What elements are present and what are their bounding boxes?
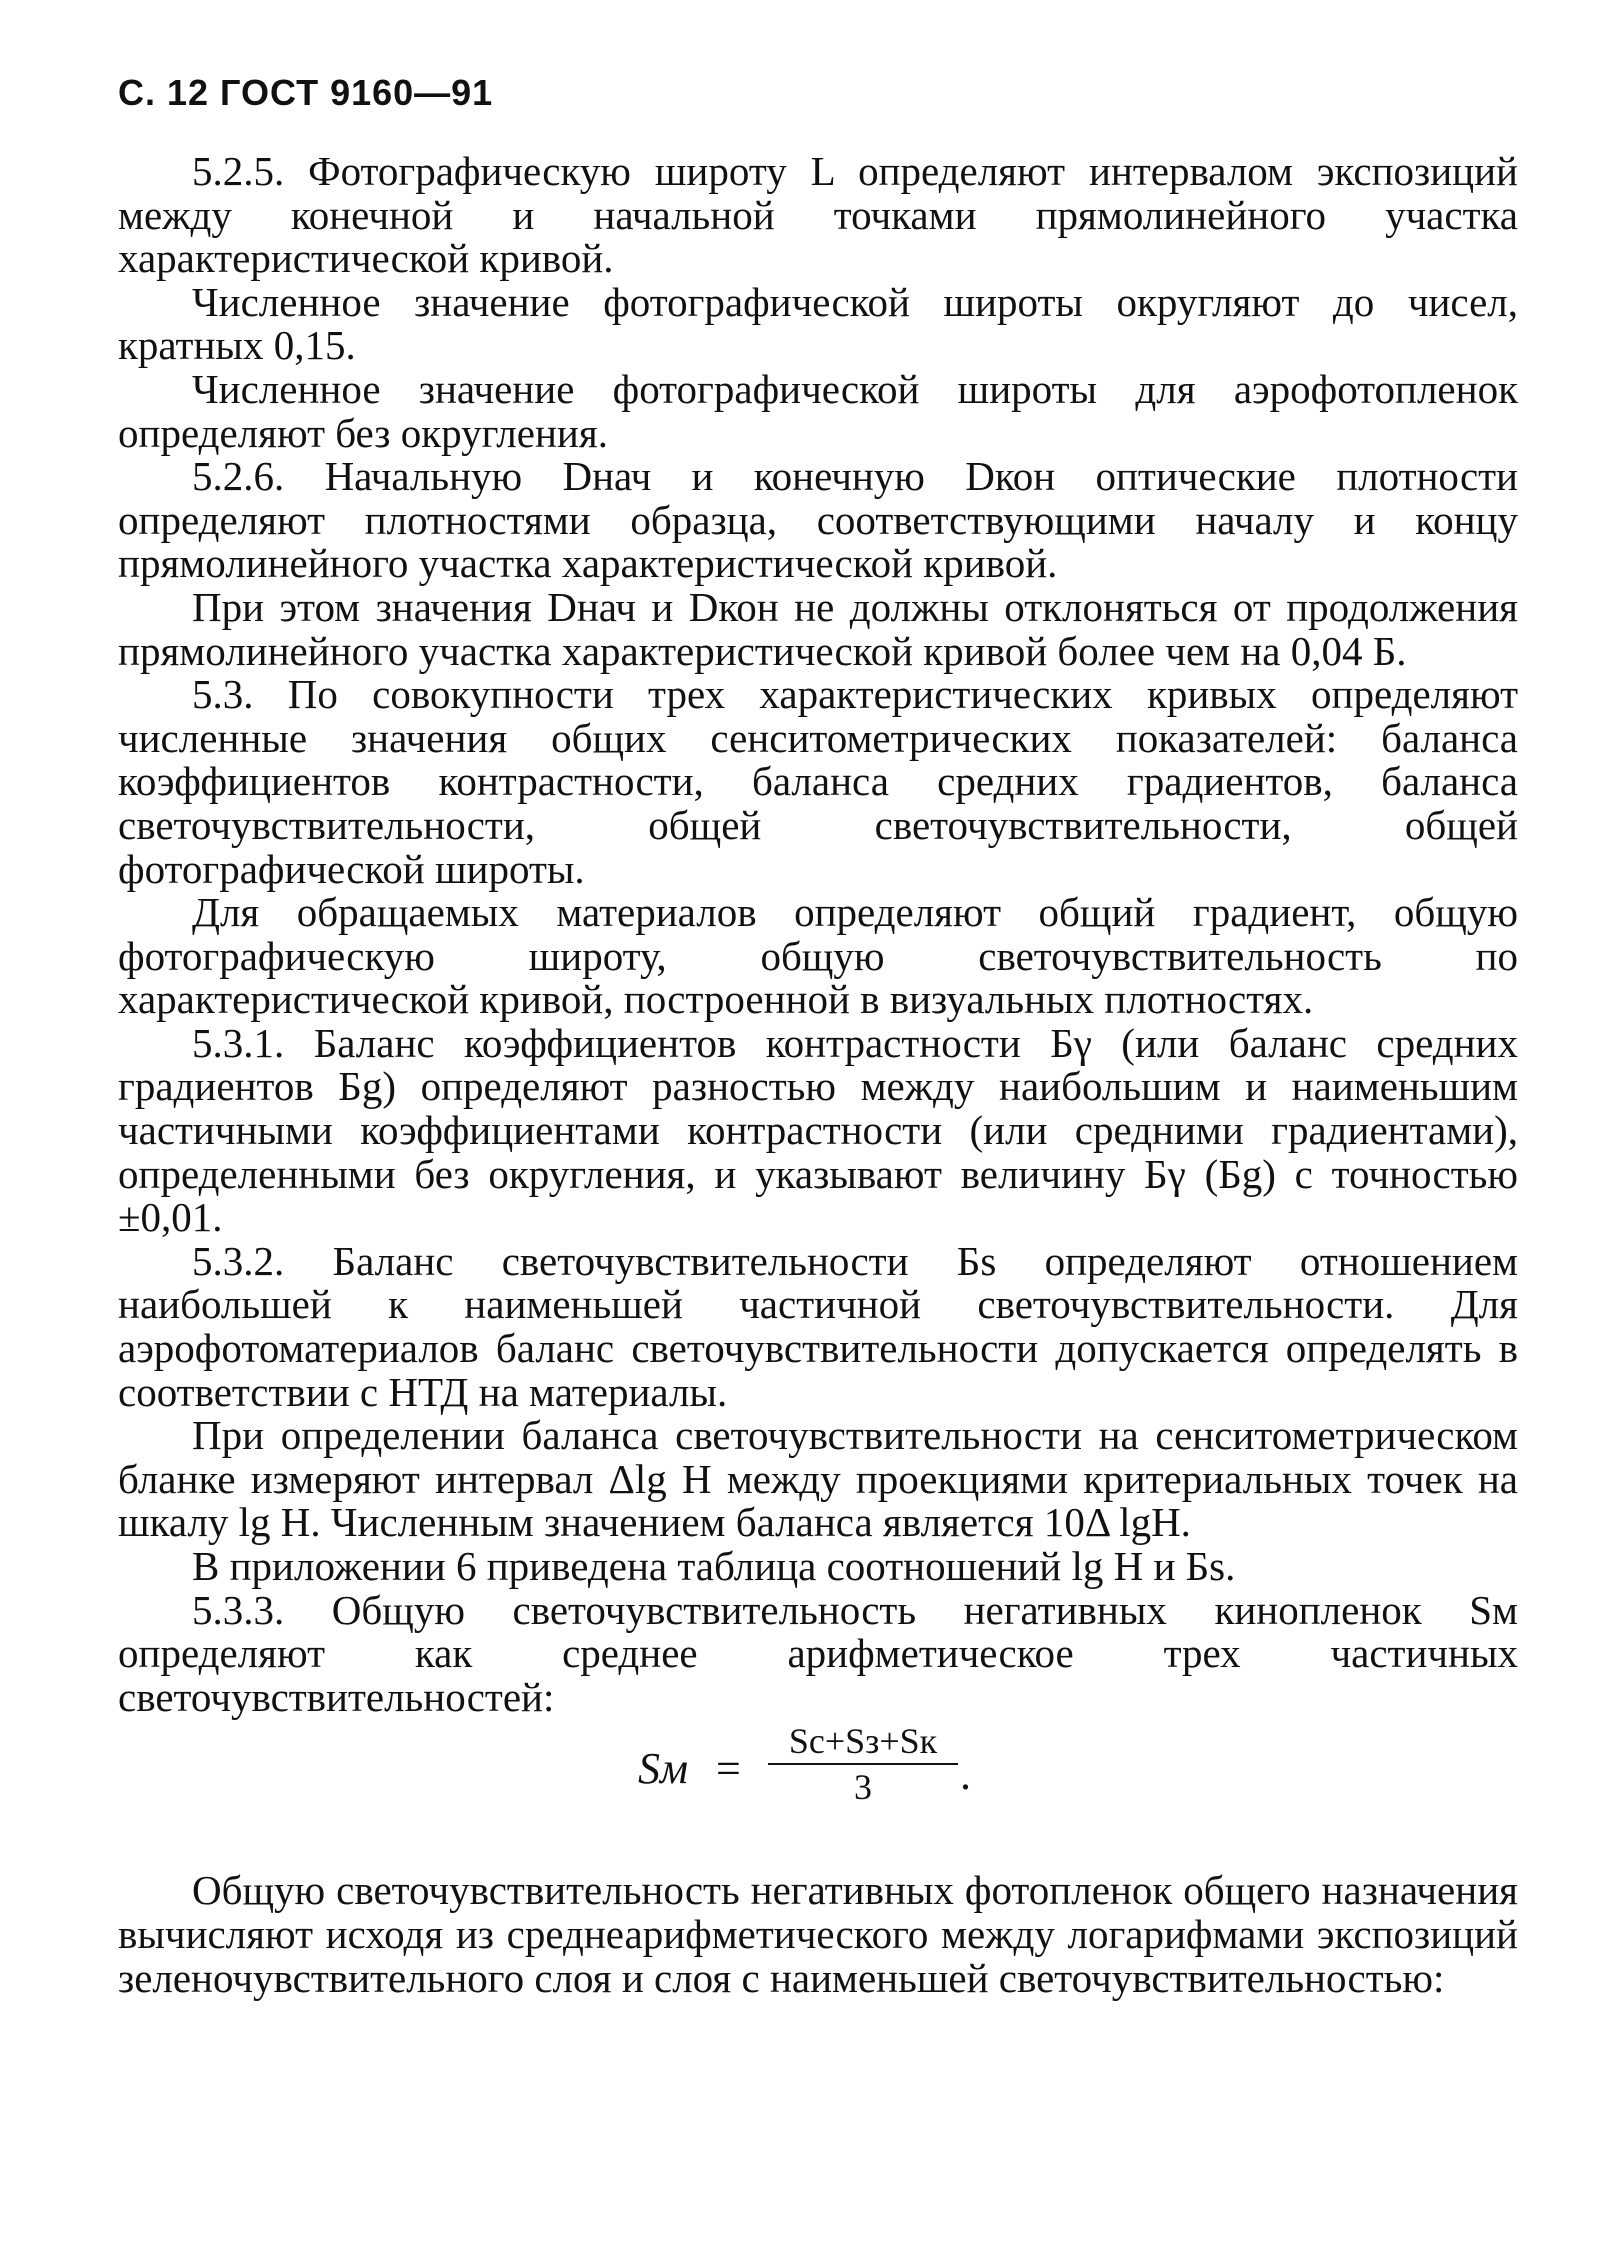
paragraph-closing: Общую светочувствительность негативных фотопленок общего назначения вычисляют исходя из среднеарифметического между логарифмами экспозиций зеленочувствительного слоя и слоя с наименьшей светочувствительностью: — [118, 1867, 1518, 2001]
paragraph-deviation: При этом значения Dнач и Dкон не должны отклоняться от продолжения прямолинейного участка характеристической кривой более чем на 0,04 Б. — [118, 583, 1518, 674]
document-body — [118, 150, 1518, 2000]
formula-fraction — [768, 1719, 958, 1809]
paragraph-reversal-materials: Для обращаемых материалов определяют общий градиент, общую фотографическую широту, общую светочувствительность по характеристической кривой, построенной в визуальных плотностях. — [118, 889, 1518, 1023]
paragraph-aerial-films: Численное значение фотографической широты для аэрофотопленок определяют без округления. — [118, 365, 1518, 456]
page-header: С. 12 ГОСТ 9160—91 — [118, 72, 494, 113]
paragraph-balance-measurement: При определении баланса светочувствительности на сенситометрическом бланке измеряют интервал Δlg H между проекциями критериальных точек на шкалу lg H. Численным значением баланса является 10Δ lgH. — [118, 1412, 1518, 1546]
paragraph-5-2-5: 5.2.5. Фотографическую широту L определяют интервалом экспозиций между конечной и начальной точками прямолинейного участка характеристической кривой. — [118, 148, 1518, 282]
formula-equals: = — [716, 1744, 741, 1794]
paragraph-5-3-1: 5.3.1. Баланс коэффициентов контрастности Бγ (или баланс средних градиентов Бg) определяют разностью между наибольшим и наименьшим частичными коэффициентами контрастности (или средними градиентами), определенными без округления, и указывают величину Бγ (Бg) с точностью ±0,01. — [118, 1019, 1518, 1241]
paragraph-5-3-2: 5.3.2. Баланс светочувствительности Бs определяют отношением наибольшей к наименьшей частичной светочувствительности. Для аэрофотоматериалов баланс светочувствительности допускается определять в соответствии с НТД на материалы. — [118, 1237, 1518, 1415]
formula-lhs: Sм — [638, 1744, 689, 1794]
paragraph-5-3: 5.3. По совокупности трех характеристических кривых определяют численные значения общих сенситометрических показателей: баланса коэффициентов контрастности, баланса средних градиентов, баланса светочувствительности, общей светочувствительности, общей фотографической широты. — [118, 671, 1518, 892]
formula-period: . — [960, 1750, 971, 1800]
formula-numerator: Sс+Sз+Sк — [768, 1719, 958, 1765]
paragraph-appendix-6: В приложении 6 приведена таблица соотношений lg H и Бs. — [192, 1543, 1236, 1589]
sensitivity-formula — [118, 1719, 1518, 1869]
paragraph-5-2-6: 5.2.6. Начальную Dнач и конечную Dкон оптические плотности определяют плотностями образца, соответствующими началу и концу прямолинейного участка характеристической кривой. — [118, 453, 1518, 587]
paragraph-rounding: Численное значение фотографической широты округляют до чисел, кратных 0,15. — [118, 278, 1518, 369]
paragraph-5-3-3: 5.3.3. Общую светочувствительность негативных кинопленок Sм определяют как среднее арифметическое трех частичных светочувствительностей: — [118, 1586, 1518, 1720]
formula-denominator: 3 — [854, 1767, 872, 1808]
